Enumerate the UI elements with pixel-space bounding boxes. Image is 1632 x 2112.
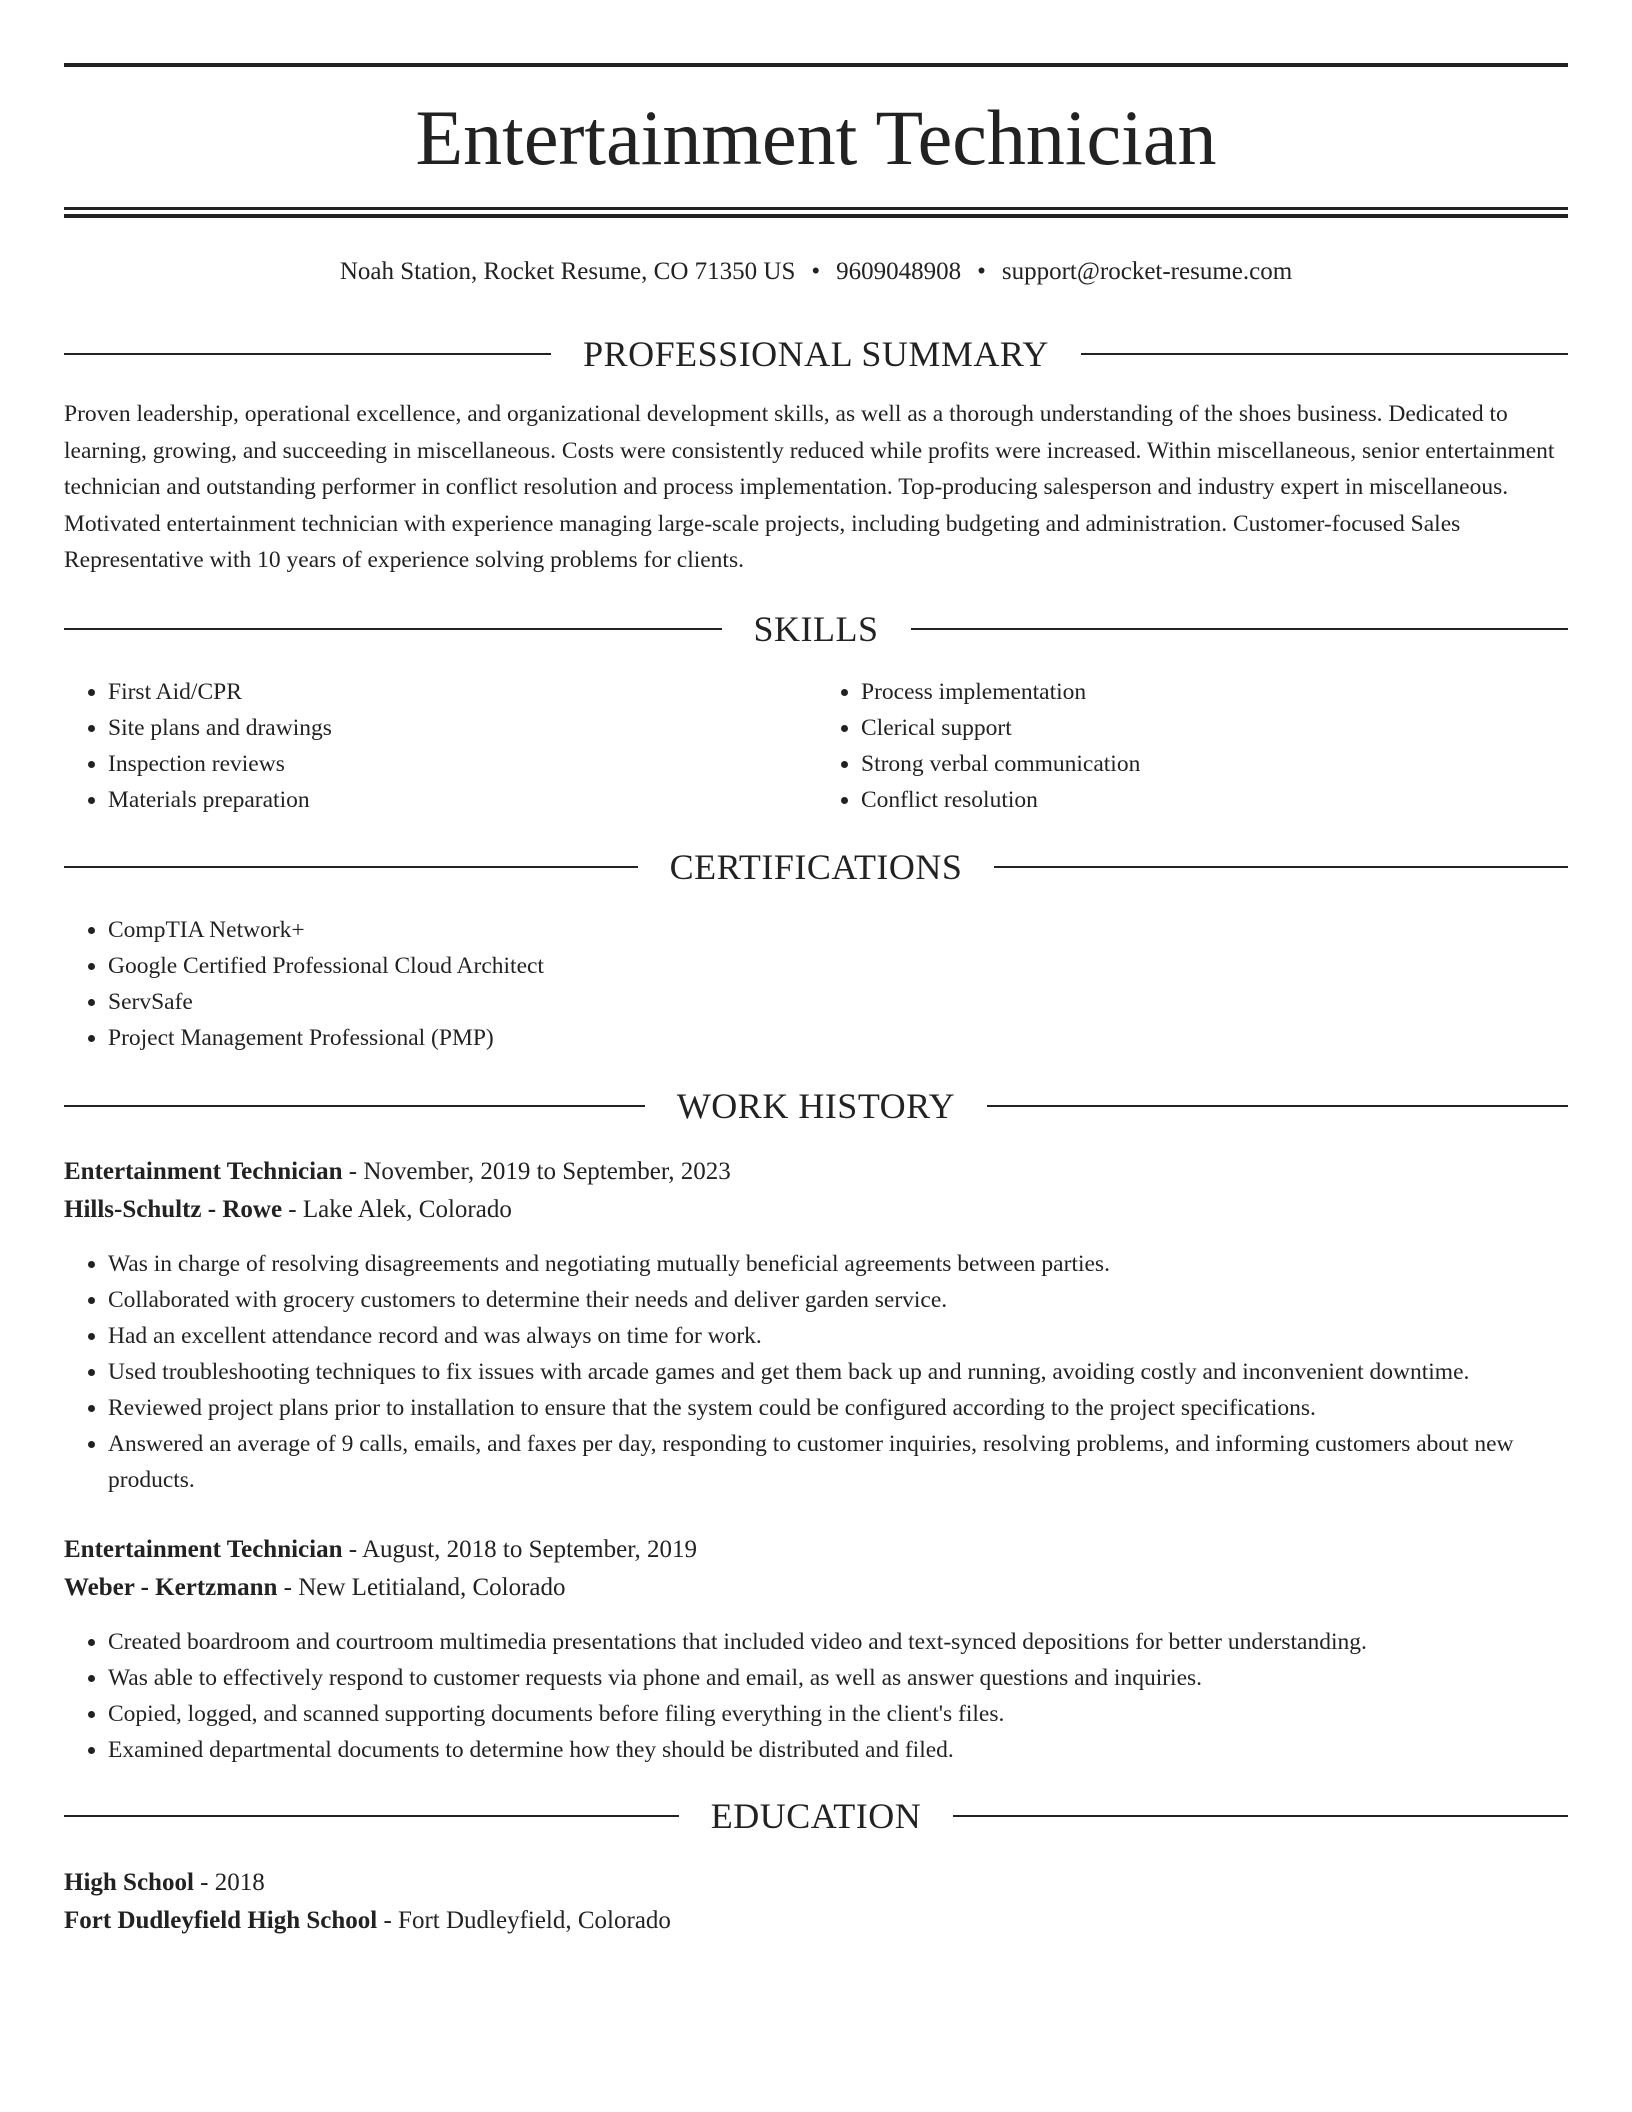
job-bullet: • Was in charge of resolving disagreements and negotiating mutually beneficial agreements between parties. — [108, 1246, 1568, 1282]
heading-rule — [64, 353, 551, 355]
summary-text: Proven leadership, operational excellence, and organizational development skills, as well as a thorough understanding of the shoes business. Dedicated to learning, growing, and succeeding in miscellaneous. Costs were consistently reduced while profits were increased. Within miscellaneous, senior entertainment technician and outstanding performer in conflict resolution and process implementation. Top-producing salesperson and industry expert in miscellaneous. Motivated entertainment technician with experience managing large-scale projects, including budgeting and administration. Customer-focused Sales Representative with 10 years of experience solving problems for clients. — [64, 401, 1555, 573]
heading-rule — [911, 628, 1569, 630]
title-double-rule — [64, 207, 1568, 218]
contact-email: support@rocket-resume.com — [1001, 258, 1293, 285]
section-title: PROFESSIONAL SUMMARY — [583, 334, 1049, 374]
job-company-line — [64, 1191, 1568, 1229]
skill-item: • Clerical support — [861, 710, 1568, 746]
job-bullet: • Had an excellent attendance record and was always on time for work. — [108, 1318, 1568, 1354]
heading-rule — [64, 866, 638, 868]
job-location: - Lake Alek, Colorado — [282, 1196, 512, 1223]
skills-column-left — [64, 674, 816, 818]
contact-address: Noah Station, Rocket Resume, CO 71350 US — [339, 258, 796, 285]
section-title: EDUCATION — [710, 1796, 922, 1836]
skill-item: • Site plans and drawings — [108, 710, 816, 746]
job-dates: - August, 2018 to September, 2019 — [342, 1536, 698, 1563]
education-school: Fort Dudleyfield High School — [64, 1907, 378, 1934]
certification-item: • ServSafe — [108, 984, 1568, 1020]
job-bullet: • Was able to effectively respond to customer requests via phone and email, as well as answer questions and inquiries. — [108, 1660, 1568, 1696]
skills-list — [64, 674, 1568, 818]
job-company: Weber - Kertzmann — [64, 1574, 278, 1601]
job-bullets — [64, 1246, 1568, 1498]
skills-column-right — [816, 674, 1568, 818]
certification-item: • Google Certified Professional Cloud Architect — [108, 948, 1568, 984]
contact-separator: • — [811, 258, 821, 285]
top-rule — [64, 63, 1568, 67]
skill-item: • Inspection reviews — [108, 746, 816, 782]
skill-item: • Conflict resolution — [861, 782, 1568, 818]
education-entry — [64, 1864, 1568, 1940]
job-company-line — [64, 1569, 1568, 1607]
job-bullet: • Reviewed project plans prior to installation to ensure that the system could be configured according to the project specifications. — [108, 1390, 1568, 1426]
skill-item: • Strong verbal communication — [861, 746, 1568, 782]
section-heading-skills — [64, 609, 1568, 649]
job-entry — [64, 1153, 1568, 1229]
skill-item: • Process implementation — [861, 674, 1568, 710]
education-location: - Fort Dudleyfield, Colorado — [377, 1907, 671, 1934]
job-bullet: • Collaborated with grocery customers to determine their needs and deliver garden service. — [108, 1282, 1568, 1318]
heading-rule — [64, 1105, 645, 1107]
resume-title: Entertainment Technician — [415, 94, 1217, 181]
job-title-line — [64, 1153, 1568, 1191]
certification-item: • Project Management Professional (PMP) — [108, 1020, 1568, 1056]
contact-phone: 9609048908 — [836, 258, 962, 285]
job-bullet: • Answered an average of 9 calls, emails, and faxes per day, responding to customer inquiries, resolving problems, and informing customers about new products. — [108, 1426, 1568, 1498]
contact-separator: • — [977, 258, 986, 285]
job-company: Hills-Schultz - Rowe — [64, 1196, 283, 1223]
education-school-line — [64, 1902, 1568, 1940]
job-location: - New Letitialand, Colorado — [277, 1574, 566, 1601]
heading-rule — [64, 1815, 679, 1817]
job-entry — [64, 1531, 1568, 1607]
heading-rule — [953, 1815, 1568, 1817]
education-degree: High School — [64, 1869, 194, 1896]
job-bullet: • Created boardroom and courtroom multimedia presentations that included video and text-synced depositions for better understanding. — [108, 1624, 1568, 1660]
job-title: Entertainment Technician — [64, 1536, 343, 1563]
heading-rule — [1081, 353, 1568, 355]
job-title-line — [64, 1531, 1568, 1569]
job-bullets — [64, 1624, 1568, 1768]
section-heading-summary — [64, 334, 1568, 374]
job-title: Entertainment Technician — [64, 1158, 343, 1185]
certifications-list — [64, 912, 1568, 1056]
heading-rule — [64, 628, 722, 630]
skill-item: • Materials preparation — [108, 782, 816, 818]
education-year: - 2018 — [193, 1869, 265, 1896]
job-bullet: • Copied, logged, and scanned supporting documents before filing everything in the client's files. — [108, 1696, 1568, 1732]
heading-rule — [987, 1105, 1568, 1107]
certification-item: • CompTIA Network+ — [108, 912, 1568, 948]
skill-item: • First Aid/CPR — [108, 674, 816, 710]
heading-rule — [994, 866, 1568, 868]
section-title: WORK HISTORY — [676, 1086, 956, 1126]
section-heading-certifications — [64, 847, 1568, 887]
section-heading-education — [64, 1796, 1568, 1836]
section-title: SKILLS — [753, 609, 879, 649]
contact-line — [64, 255, 1568, 289]
job-dates: - November, 2019 to September, 2023 — [342, 1158, 731, 1185]
job-bullet: • Examined departmental documents to determine how they should be distributed and filed. — [108, 1732, 1568, 1768]
job-bullet: • Used troubleshooting techniques to fix issues with arcade games and get them back up and running, avoiding costly and inconvenient downtime. — [108, 1354, 1568, 1390]
education-degree-line — [64, 1864, 1568, 1902]
section-heading-work-history — [64, 1086, 1568, 1126]
section-title: CERTIFICATIONS — [669, 847, 963, 887]
